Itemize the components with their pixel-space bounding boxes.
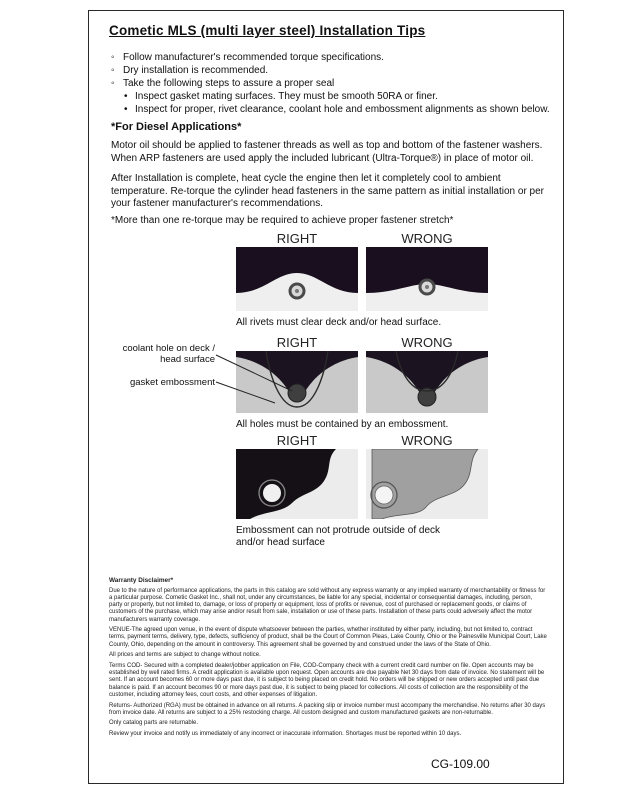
diagram-embossment-right: [236, 351, 358, 413]
warranty-disclaimer: [109, 577, 547, 742]
warranty-paragraph: Terms COD- Secured with a completed dealer/jobber application on File, COD-Company check with a current credit card number on file. Open accounts may be established by well rated firms. A credit application is available upon request. Open accounts are due payable Net 30 days from date of invoice. No statement will be sent. If an account becomes 60 or more days past due, it is subject to being placed on credit hold. No orders will be shipped or new orders accepted until past due balance is paid. If an account becomes 90 or more days past due, it is subject to being placed for collections. All costs of collection are the responsibility of the customer, including attorney fees, court costs, and other expenses of litigation.: [109, 663, 545, 698]
gasket-embossment-label: gasket embossment: [129, 377, 215, 388]
tip-bullet: ◦ Follow manufacturer's recommended torque specifications.: [111, 51, 551, 64]
diagram-section: [89, 231, 561, 563]
diagram-embossment-wrong: [366, 351, 488, 413]
caption-holes: All holes must be contained by an embossment.: [236, 419, 449, 430]
diesel-paragraph-1: Motor oil should be applied to fastener threads as well as top and bottom of the fastener washers. When ARP fasteners are used apply the included lubricant (Ultra-Torque®) in place of motor oil.: [111, 140, 543, 164]
wrong-label-row3: WRONG: [401, 433, 453, 448]
caption-protrude: Embossment can not protrude outside of deck and/or head surface: [236, 525, 441, 548]
right-label-row3: RIGHT: [276, 433, 318, 448]
diagram-rivet-wrong: [366, 247, 488, 311]
warranty-title: Warranty Disclaimer*: [109, 577, 174, 584]
tip-sub-bullet: • Inspect gasket mating surfaces. They must be smooth 50RA or finer.: [111, 90, 551, 103]
diagram-protrude-right: [236, 449, 358, 519]
diesel-paragraph-2: After Installation is complete, heat cycle the engine then let it completely cool to ambient temperature. Re-torque the cylinder head fasteners in the same pattern as initial installation or per your fastener manufacturer's recommendations.: [111, 173, 545, 209]
warranty-paragraph: Review your invoice and notify us immediately of any incorrect or inaccurate information. Shortages must be reported within 10 days.: [109, 731, 462, 738]
retorque-note: *More than one re-torque may be required to achieve proper fastener stretch*: [111, 215, 454, 226]
tips-list: [111, 51, 551, 116]
right-label-row2: RIGHT: [276, 335, 318, 350]
document-sheet: [88, 10, 564, 784]
right-label-row1: RIGHT: [276, 231, 318, 246]
diagram-protrude-wrong: [366, 449, 488, 519]
document-number: CG-109.00: [431, 757, 490, 771]
diesel-applications-heading: *For Diesel Applications*: [111, 121, 242, 133]
warranty-paragraph: VENUE-The agreed upon venue, in the event of dispute whatsoever between the parties, whether instituted by either party, including, but not limited to, contract terms, payment terms, delivery, type, defects, sufficiency of product, shall be the Court of Common Pleas, Lake County, Ohio or the Painesville Municipal Court, Lake County, Ohio, depending on the amount in controversy. This agreement shall be governed by and construed under the laws of the State of Ohio.: [109, 627, 547, 648]
tip-sub-bullet: • Inspect for proper, rivet clearance, coolant hole and embossment alignments as shown below.: [111, 103, 551, 116]
warranty-paragraph: Due to the nature of performance applications, the parts in this catalog are sold without any express warranty or any implied warranty of merchantability or fitness for a particular purpose. Cometic Gasket Inc., shall not, under any circumstances, be liable for any special, incidental or consequential damages, including, person, party or property, but not limited to, damage, or loss of property or equipment, loss of profits or revenue, cost of purchased or replacement goods, or claims of customers of the purchase, which may arise and/or result from sale, installation or use of these parts. Installation of these parts could adversely affect the motor manufacturers warranty coverage.: [109, 587, 546, 623]
diagram-rivet-right: [236, 247, 358, 311]
wrong-label-row1: WRONG: [401, 231, 453, 246]
caption-rivets: All rivets must clear deck and/or head surface.: [236, 317, 442, 328]
warranty-paragraph: Only catalog parts are returnable.: [109, 720, 199, 727]
warranty-paragraph: All prices and terms are subject to change without notice.: [109, 652, 261, 659]
wrong-label-row2: WRONG: [401, 335, 453, 350]
tip-bullet: ◦ Dry installation is recommended.: [111, 64, 551, 77]
coolant-hole-label: coolant hole on deck / head surface: [122, 343, 215, 365]
page-title: Cometic MLS (multi layer steel) Installation Tips: [109, 23, 426, 38]
tip-bullet: ◦ Take the following steps to assure a proper seal: [111, 77, 551, 90]
warranty-paragraph: Returns- Authorized (RGA) must be obtained in advance on all returns. A packing slip or invoice number must accompany the merchandise. No returns after 30 days from invoice date. All returns are subject to a 25% restocking charge. All custom designed and custom manufactured gaskets are non-returnable.: [109, 702, 546, 716]
